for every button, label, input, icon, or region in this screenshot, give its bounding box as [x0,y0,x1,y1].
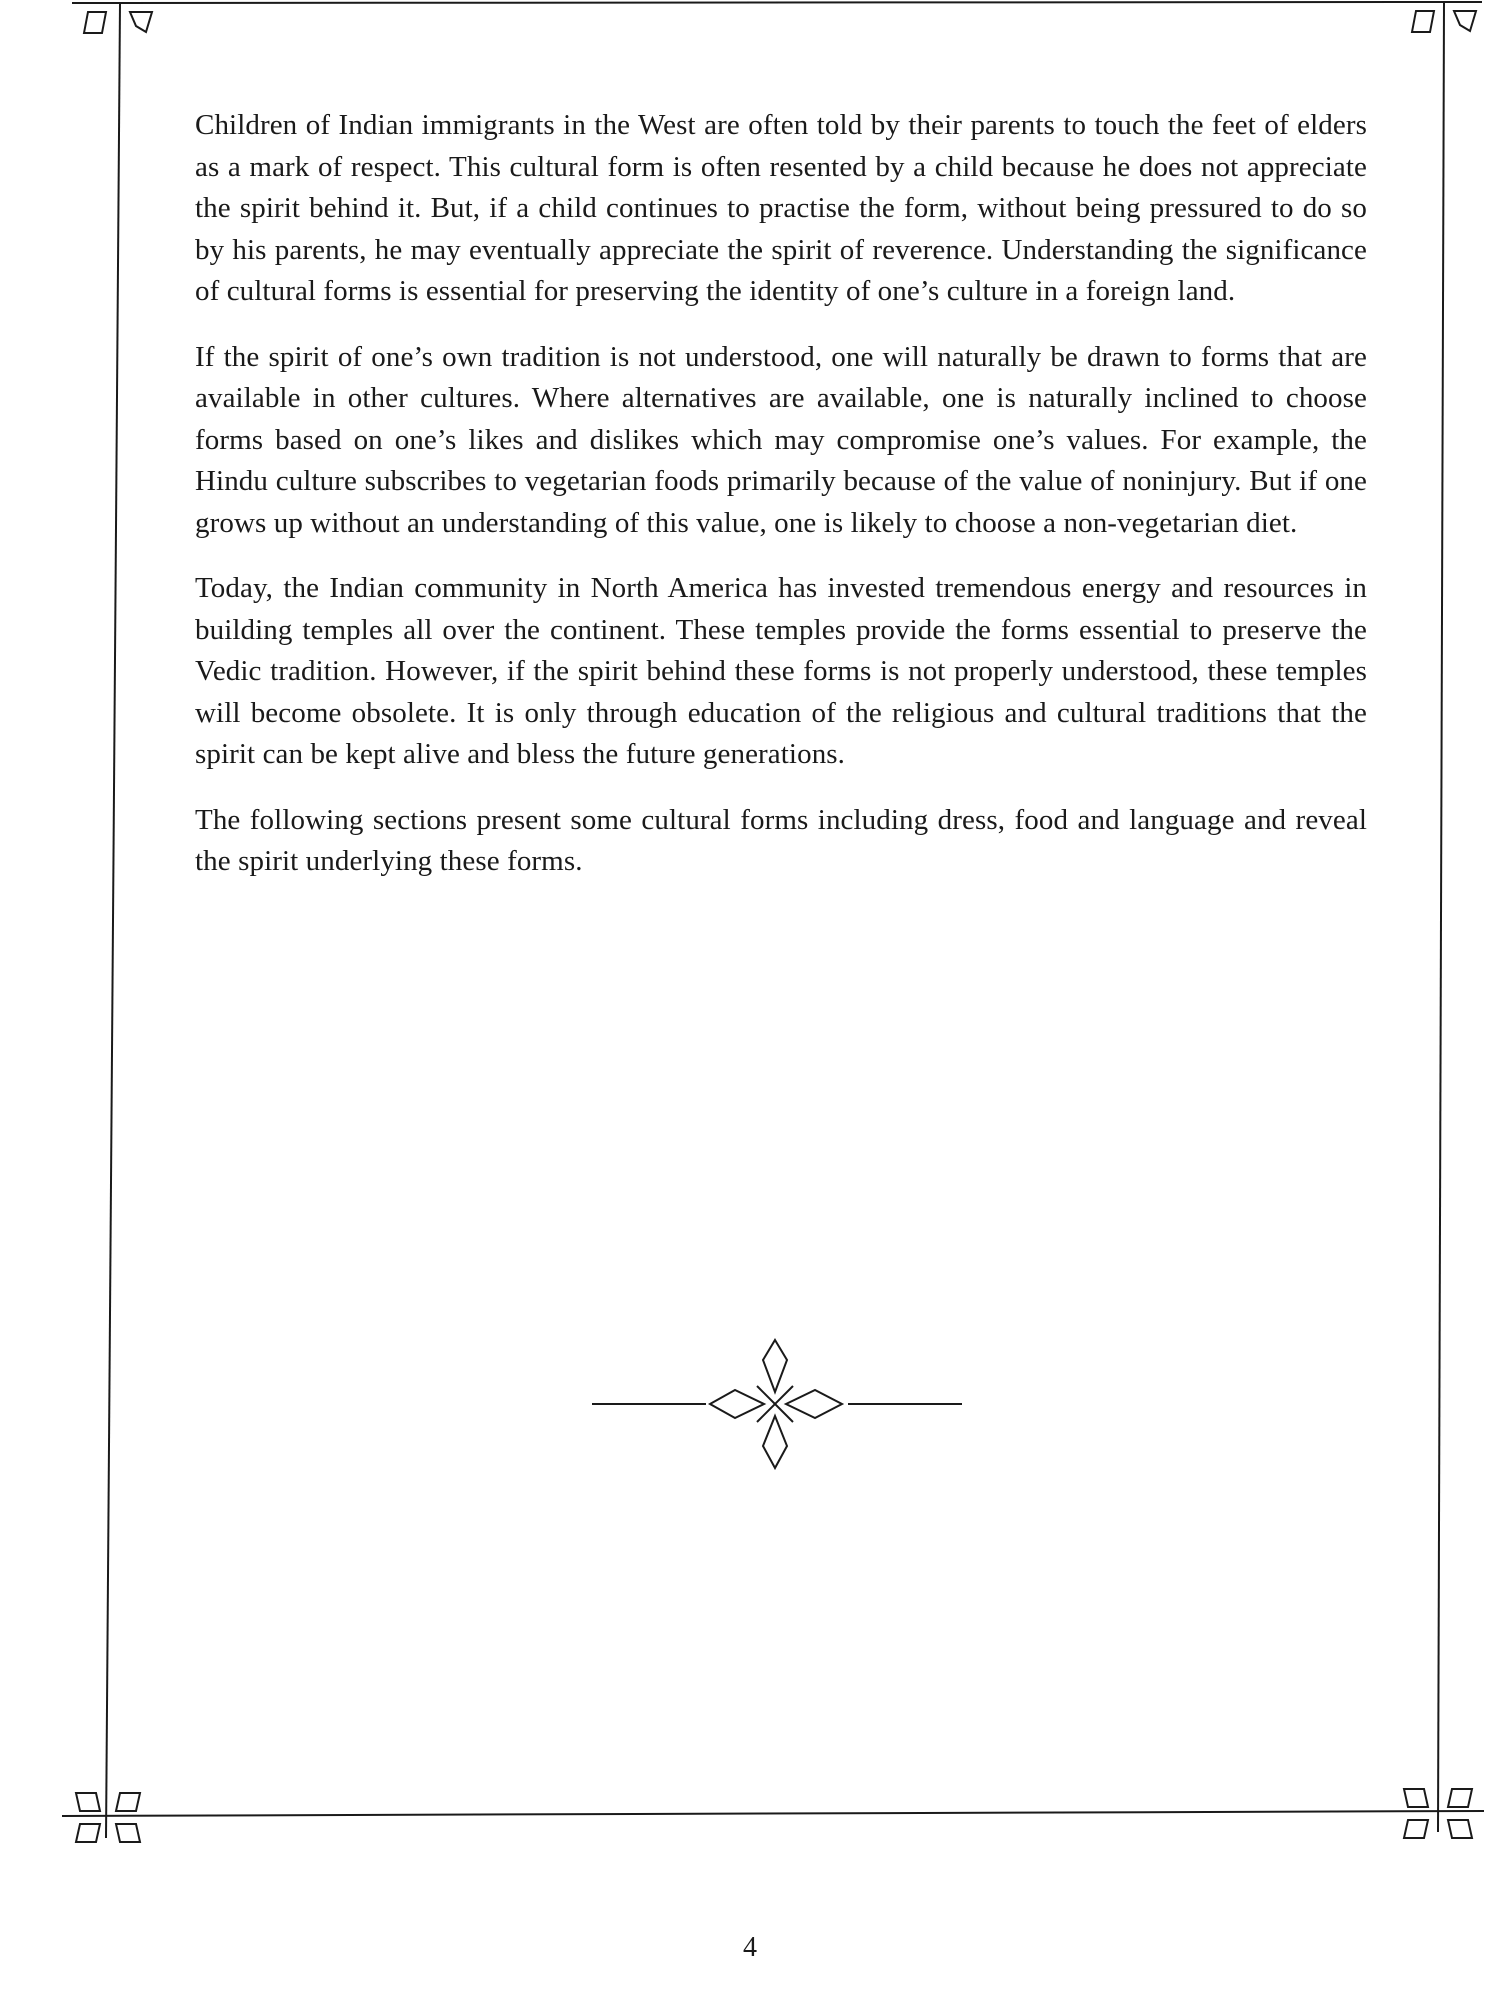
page-number: 4 [743,1932,757,1963]
border-top-line [72,2,1482,3]
paragraph-4: The following sections present some cultural forms including dress, food and language and reveal the spirit underlying these forms. [195,803,1367,877]
corner-ornament-top-left [84,12,152,33]
paragraph-1: Children of Indian immigrants in the West are often told by their parents to touch the feet of elders as a mark of respect. This cultural form is often resented by a child because he does not appreciate the spirit behind it. But, if a child continues to practise the form, without being pressured to do so by his parents, he may eventually appreciate the spirit of reverence. Understanding the significance of cultural forms is essential for preserving the identity of one’s culture in a foreign land. [195,109,1367,307]
border-right-line [1438,2,1444,1832]
body-text [195,105,1367,907]
paragraph-3: Today, the Indian community in North America has invested tremendous energy and resources in building temples all over the continent. These temples provide the forms essential to preserve the Vedic tradition. However, if the spirit behind these forms is not properly understood, these temples will become obsolete. It is only through education of the religious and cultural traditions that the spirit can be kept alive and bless the future generations. [195,572,1367,770]
corner-ornament-bottom-left [76,1793,140,1842]
border-left-line [106,3,120,1838]
paragraph-2: If the spirit of one’s own tradition is not understood, one will naturally be drawn to forms that are available in other cultures. Where alternatives are available, one is naturally inclined to choose forms based on one’s likes and dislikes which may compromise one’s values. For example, the Hindu culture subscribes to vegetarian foods primarily because of the value of noninjury. But if one grows up without an understanding of this value, one is likely to choose a non-vegetarian diet. [195,340,1367,539]
border-bottom-line [62,1811,1484,1816]
center-divider-ornament [592,1340,962,1468]
